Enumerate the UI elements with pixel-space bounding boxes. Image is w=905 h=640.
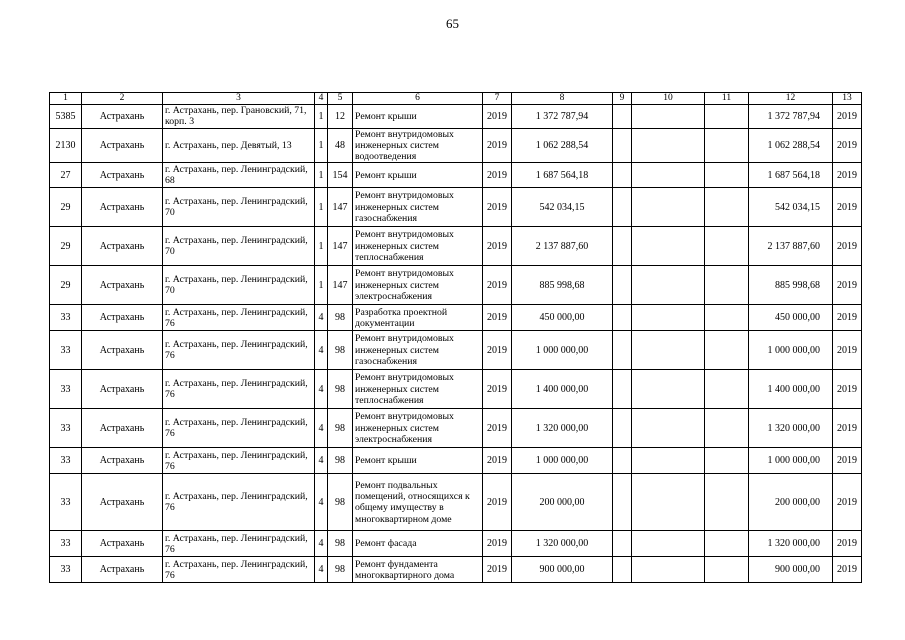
table-row — [50, 531, 862, 557]
col10-cell — [632, 266, 705, 305]
completion-year-cell: 2019 — [833, 409, 862, 448]
apartments-cell: 48 — [328, 128, 353, 163]
work-type-cell: Ремонт крыши — [353, 105, 483, 129]
col10-cell — [632, 557, 705, 583]
total-cost-cell: 1 400 000,00 — [749, 370, 833, 409]
apartments-cell: 147 — [328, 188, 353, 227]
plan-year-cell: 2019 — [483, 331, 512, 370]
plan-year-cell: 2019 — [483, 105, 512, 129]
total-cost-cell: 1 000 000,00 — [749, 331, 833, 370]
municipality-cell: Астрахань — [82, 188, 163, 227]
column-number-2: 2 — [82, 93, 163, 105]
column-number-7: 7 — [483, 93, 512, 105]
work-type-cell: Ремонт внутридомовых инженерных систем электроснабжения — [353, 266, 483, 305]
address-cell: г. Астрахань, пер. Грановский, 71, корп. 3 — [163, 105, 315, 129]
plan-year-cell: 2019 — [483, 305, 512, 331]
object-id-cell: 29 — [50, 188, 82, 227]
object-id-cell: 33 — [50, 531, 82, 557]
total-cost-cell: 1 372 787,94 — [749, 105, 833, 129]
col9-cell — [613, 409, 632, 448]
apartments-cell: 98 — [328, 557, 353, 583]
column-number-row — [50, 93, 862, 105]
table-row — [50, 448, 862, 474]
apartments-cell: 98 — [328, 370, 353, 409]
plan-year-cell: 2019 — [483, 266, 512, 305]
apartments-cell: 98 — [328, 474, 353, 531]
col9-cell — [613, 128, 632, 163]
column-number-12: 12 — [749, 93, 833, 105]
plan-year-cell: 2019 — [483, 557, 512, 583]
table-row — [50, 474, 862, 531]
category-cell: 1 — [315, 128, 328, 163]
work-cost-cell: 1 062 288,54 — [512, 128, 613, 163]
plan-year-cell: 2019 — [483, 370, 512, 409]
col10-cell — [632, 105, 705, 129]
plan-year-cell: 2019 — [483, 531, 512, 557]
column-number-9: 9 — [613, 93, 632, 105]
col11-cell — [705, 474, 749, 531]
category-cell: 4 — [315, 331, 328, 370]
municipality-cell: Астрахань — [82, 105, 163, 129]
total-cost-cell: 542 034,15 — [749, 188, 833, 227]
column-number-13: 13 — [833, 93, 862, 105]
table-row — [50, 557, 862, 583]
completion-year-cell: 2019 — [833, 557, 862, 583]
category-cell: 4 — [315, 409, 328, 448]
object-id-cell: 33 — [50, 448, 82, 474]
work-cost-cell: 450 000,00 — [512, 305, 613, 331]
total-cost-cell: 450 000,00 — [749, 305, 833, 331]
column-number-3: 3 — [163, 93, 315, 105]
col11-cell — [705, 448, 749, 474]
col11-cell — [705, 105, 749, 129]
address-cell: г. Астрахань, пер. Ленинградский, 76 — [163, 531, 315, 557]
page-number: 65 — [446, 16, 459, 31]
address-cell: г. Астрахань, пер. Ленинградский, 76 — [163, 448, 315, 474]
work-type-cell: Ремонт внутридомовых инженерных систем газоснабжения — [353, 331, 483, 370]
table-row — [50, 266, 862, 305]
address-cell: г. Астрахань, пер. Ленинградский, 76 — [163, 557, 315, 583]
col11-cell — [705, 370, 749, 409]
column-number-1: 1 — [50, 93, 82, 105]
col9-cell — [613, 227, 632, 266]
col10-cell — [632, 163, 705, 188]
category-cell: 1 — [315, 188, 328, 227]
col9-cell — [613, 474, 632, 531]
column-number-8: 8 — [512, 93, 613, 105]
object-id-cell: 5385 — [50, 105, 82, 129]
col11-cell — [705, 266, 749, 305]
address-cell: г. Астрахань, пер. Ленинградский, 70 — [163, 227, 315, 266]
work-cost-cell: 1 400 000,00 — [512, 370, 613, 409]
work-cost-cell: 542 034,15 — [512, 188, 613, 227]
address-cell: г. Астрахань, пер. Ленинградский, 70 — [163, 266, 315, 305]
col9-cell — [613, 266, 632, 305]
col9-cell — [613, 370, 632, 409]
work-cost-cell: 885 998,68 — [512, 266, 613, 305]
address-cell: г. Астрахань, пер. Ленинградский, 76 — [163, 474, 315, 531]
object-id-cell: 33 — [50, 557, 82, 583]
work-cost-cell: 1 320 000,00 — [512, 409, 613, 448]
category-cell: 1 — [315, 266, 328, 305]
work-cost-cell: 1 372 787,94 — [512, 105, 613, 129]
total-cost-cell: 200 000,00 — [749, 474, 833, 531]
col11-cell — [705, 331, 749, 370]
category-cell: 1 — [315, 227, 328, 266]
col11-cell — [705, 557, 749, 583]
col10-cell — [632, 128, 705, 163]
category-cell: 4 — [315, 557, 328, 583]
col9-cell — [613, 331, 632, 370]
address-cell: г. Астрахань, пер. Ленинградский, 70 — [163, 188, 315, 227]
municipality-cell: Астрахань — [82, 331, 163, 370]
col10-cell — [632, 188, 705, 227]
total-cost-cell: 1 320 000,00 — [749, 409, 833, 448]
category-cell: 1 — [315, 105, 328, 129]
municipality-cell: Астрахань — [82, 227, 163, 266]
work-type-cell: Ремонт крыши — [353, 163, 483, 188]
completion-year-cell: 2019 — [833, 331, 862, 370]
apartments-cell: 98 — [328, 531, 353, 557]
table-row — [50, 331, 862, 370]
municipality-cell: Астрахань — [82, 557, 163, 583]
work-cost-cell: 1 687 564,18 — [512, 163, 613, 188]
completion-year-cell: 2019 — [833, 370, 862, 409]
total-cost-cell: 1 062 288,54 — [749, 128, 833, 163]
col11-cell — [705, 227, 749, 266]
plan-year-cell: 2019 — [483, 474, 512, 531]
col10-cell — [632, 474, 705, 531]
completion-year-cell: 2019 — [833, 448, 862, 474]
col11-cell — [705, 128, 749, 163]
object-id-cell: 2130 — [50, 128, 82, 163]
completion-year-cell: 2019 — [833, 105, 862, 129]
col10-cell — [632, 448, 705, 474]
col9-cell — [613, 448, 632, 474]
address-cell: г. Астрахань, пер. Ленинградский, 76 — [163, 331, 315, 370]
completion-year-cell: 2019 — [833, 266, 862, 305]
apartments-cell: 147 — [328, 266, 353, 305]
apartments-cell: 154 — [328, 163, 353, 188]
work-type-cell: Ремонт подвальных помещений, относящихся к общему имуществу в многоквартирном доме — [353, 474, 483, 531]
col9-cell — [613, 305, 632, 331]
work-type-cell: Ремонт внутридомовых инженерных систем теплоснабжения — [353, 227, 483, 266]
col10-cell — [632, 331, 705, 370]
col10-cell — [632, 227, 705, 266]
completion-year-cell: 2019 — [833, 531, 862, 557]
col9-cell — [613, 531, 632, 557]
col10-cell — [632, 305, 705, 331]
apartments-cell: 98 — [328, 409, 353, 448]
municipality-cell: Астрахань — [82, 370, 163, 409]
total-cost-cell: 885 998,68 — [749, 266, 833, 305]
table-row — [50, 370, 862, 409]
work-type-cell: Ремонт внутридомовых инженерных систем электроснабжения — [353, 409, 483, 448]
work-type-cell: Ремонт внутридомовых инженерных систем теплоснабжения — [353, 370, 483, 409]
object-id-cell: 33 — [50, 305, 82, 331]
column-number-10: 10 — [632, 93, 705, 105]
category-cell: 4 — [315, 474, 328, 531]
work-type-cell: Ремонт крыши — [353, 448, 483, 474]
table-row — [50, 305, 862, 331]
apartments-cell: 98 — [328, 331, 353, 370]
col11-cell — [705, 531, 749, 557]
work-cost-cell: 200 000,00 — [512, 474, 613, 531]
table-row — [50, 227, 862, 266]
col9-cell — [613, 188, 632, 227]
work-cost-cell: 2 137 887,60 — [512, 227, 613, 266]
municipality-cell: Астрахань — [82, 305, 163, 331]
total-cost-cell: 1 000 000,00 — [749, 448, 833, 474]
col9-cell — [613, 105, 632, 129]
category-cell: 4 — [315, 448, 328, 474]
category-cell: 4 — [315, 305, 328, 331]
address-cell: г. Астрахань, пер. Ленинградский, 76 — [163, 305, 315, 331]
apartments-cell: 98 — [328, 305, 353, 331]
table-row — [50, 128, 862, 163]
total-cost-cell: 2 137 887,60 — [749, 227, 833, 266]
col11-cell — [705, 163, 749, 188]
completion-year-cell: 2019 — [833, 474, 862, 531]
col11-cell — [705, 305, 749, 331]
address-cell: г. Астрахань, пер. Ленинградский, 76 — [163, 409, 315, 448]
completion-year-cell: 2019 — [833, 188, 862, 227]
total-cost-cell: 900 000,00 — [749, 557, 833, 583]
plan-year-cell: 2019 — [483, 163, 512, 188]
total-cost-cell: 1 320 000,00 — [749, 531, 833, 557]
apartments-cell: 98 — [328, 448, 353, 474]
address-cell: г. Астрахань, пер. Девятый, 13 — [163, 128, 315, 163]
object-id-cell: 33 — [50, 331, 82, 370]
col11-cell — [705, 188, 749, 227]
work-cost-cell: 1 000 000,00 — [512, 331, 613, 370]
object-id-cell: 27 — [50, 163, 82, 188]
completion-year-cell: 2019 — [833, 163, 862, 188]
column-number-6: 6 — [353, 93, 483, 105]
column-number-4: 4 — [315, 93, 328, 105]
work-type-cell: Ремонт фундамента многоквартирного дома — [353, 557, 483, 583]
col10-cell — [632, 370, 705, 409]
column-number-11: 11 — [705, 93, 749, 105]
municipality-cell: Астрахань — [82, 266, 163, 305]
col9-cell — [613, 163, 632, 188]
work-cost-cell: 900 000,00 — [512, 557, 613, 583]
column-number-5: 5 — [328, 93, 353, 105]
table-row — [50, 409, 862, 448]
apartments-cell: 12 — [328, 105, 353, 129]
apartments-cell: 147 — [328, 227, 353, 266]
municipality-cell: Астрахань — [82, 409, 163, 448]
plan-year-cell: 2019 — [483, 227, 512, 266]
object-id-cell: 33 — [50, 409, 82, 448]
municipality-cell: Астрахань — [82, 474, 163, 531]
plan-year-cell: 2019 — [483, 128, 512, 163]
object-id-cell: 33 — [50, 474, 82, 531]
plan-year-cell: 2019 — [483, 188, 512, 227]
object-id-cell: 33 — [50, 370, 82, 409]
col9-cell — [613, 557, 632, 583]
completion-year-cell: 2019 — [833, 128, 862, 163]
category-cell: 4 — [315, 370, 328, 409]
work-cost-cell: 1 000 000,00 — [512, 448, 613, 474]
category-cell: 4 — [315, 531, 328, 557]
completion-year-cell: 2019 — [833, 227, 862, 266]
work-type-cell: Ремонт внутридомовых инженерных систем газоснабжения — [353, 188, 483, 227]
address-cell: г. Астрахань, пер. Ленинградский, 76 — [163, 370, 315, 409]
capital-repair-table — [49, 92, 862, 583]
work-type-cell: Ремонт внутридомовых инженерных систем водоотведения — [353, 128, 483, 163]
work-type-cell: Ремонт фасада — [353, 531, 483, 557]
col10-cell — [632, 531, 705, 557]
col10-cell — [632, 409, 705, 448]
municipality-cell: Астрахань — [82, 448, 163, 474]
table-row — [50, 163, 862, 188]
object-id-cell: 29 — [50, 227, 82, 266]
work-type-cell: Разработка проектной документации — [353, 305, 483, 331]
municipality-cell: Астрахань — [82, 531, 163, 557]
col11-cell — [705, 409, 749, 448]
table-row — [50, 188, 862, 227]
municipality-cell: Астрахань — [82, 163, 163, 188]
table-row — [50, 105, 862, 129]
address-cell: г. Астрахань, пер. Ленинградский, 68 — [163, 163, 315, 188]
work-cost-cell: 1 320 000,00 — [512, 531, 613, 557]
total-cost-cell: 1 687 564,18 — [749, 163, 833, 188]
plan-year-cell: 2019 — [483, 409, 512, 448]
municipality-cell: Астрахань — [82, 128, 163, 163]
plan-year-cell: 2019 — [483, 448, 512, 474]
completion-year-cell: 2019 — [833, 305, 862, 331]
category-cell: 1 — [315, 163, 328, 188]
object-id-cell: 29 — [50, 266, 82, 305]
